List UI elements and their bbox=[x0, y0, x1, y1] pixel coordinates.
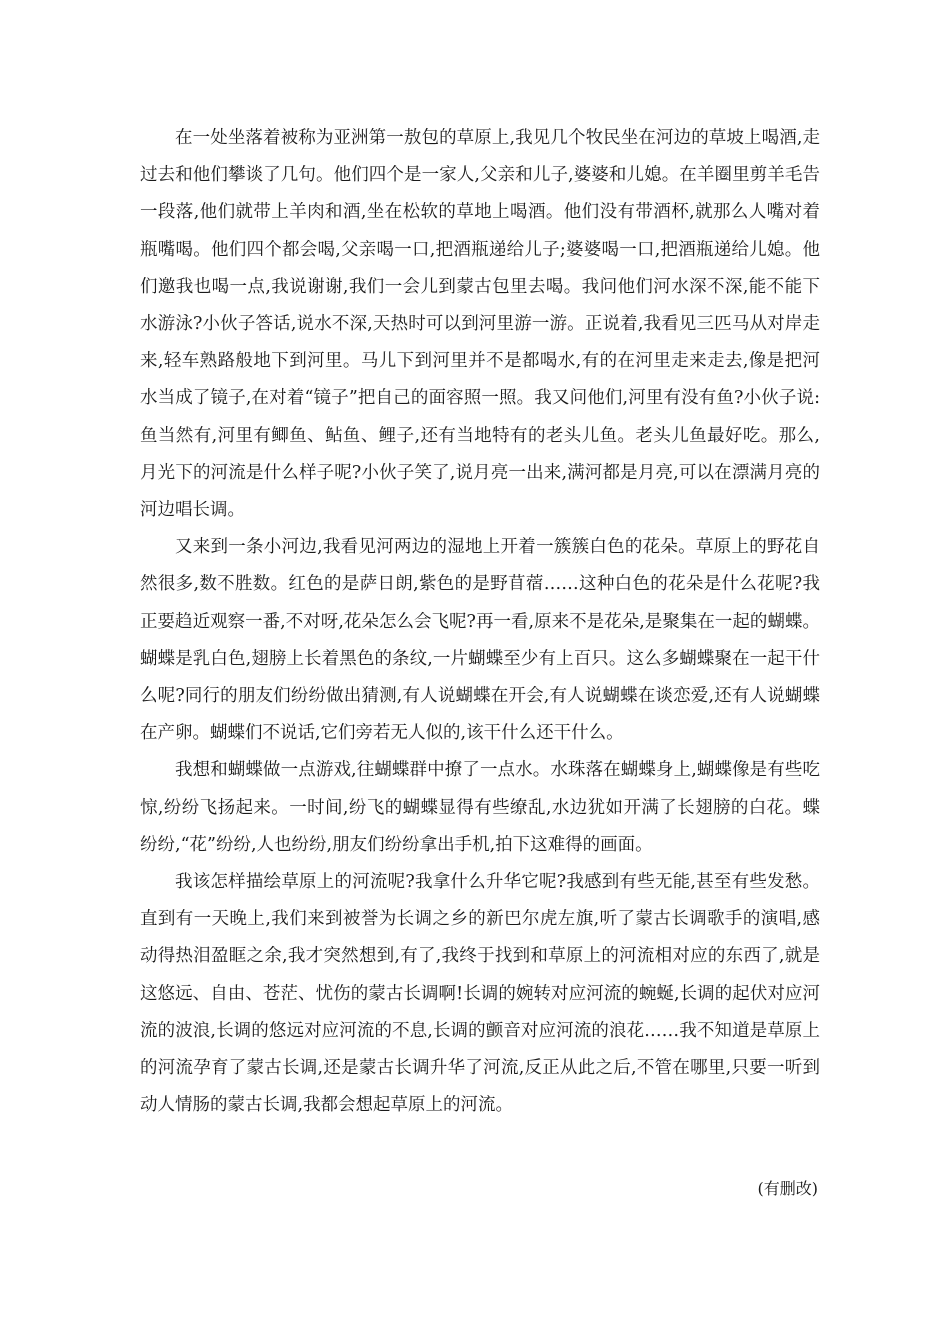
paragraph-4: 我该怎样描绘草原上的河流呢?我拿什么升华它呢?我感到有些无能,甚至有些发愁。直到有一天晚上,我们来到被誉为长调之乡的新巴尔虎左旗,听了蒙古长调歌手的演唱,感动得热泪盈眶之余,我才突然想到,有了,我终于找到和草原上的河流相对应的东西了,就是这悠远、自由、苍茫、忧伤的蒙古长调啊!长调的婉转对应河流的蜿蜒,长调的起伏对应河流的波浪,长调的悠远对应河流的不息,长调的颤音对应河流的浪花……我不知道是草原上的河流孕育了蒙古长调,还是蒙古长调升华了河流,反正从此之后,不管在哪里,只要一听到动人情肠的蒙古长调,我都会想起草原上的河流。 bbox=[140, 872, 820, 1116]
paragraph-1: 在一处坐落着被称为亚洲第一敖包的草原上,我见几个牧民坐在河边的草坡上喝酒,走过去和他们攀谈了几句。他们四个是一家人,父亲和儿子,婆婆和儿媳。在羊圈里剪羊毛告一段落,他们就带上羊肉和酒,坐在松软的草地上喝酒。他们没有带酒杯,就那么人嘴对着瓶嘴喝。他们四个都会喝,父亲喝一口,把酒瓶递给儿子;婆婆喝一口,把酒瓶递给儿媳。他们邀我也喝一点,我说谢谢,我们一会儿到蒙古包里去喝。我问他们河水深不深,能不能下水游泳?小伙子答话,说水不深,天热时可以到河里游一游。正说着,我看见三匹马从对岸走来,轻车熟路般地下到河里。马儿下到河里并不是都喝水,有的在河里走来走去,像是把河水当成了镜子,在对着“镜子”把自己的面容照一照。我又问他们,河里有没有鱼?小伙子说:鱼当然有,河里有鲫鱼、鲇鱼、鲤子,还有当地特有的老头儿鱼。老头儿鱼最好吃。那么,月光下的河流是什么样子呢?小伙子笑了,说月亮一出来,满河都是月亮,可以在漂满月亮的河边唱长调。 bbox=[140, 128, 820, 521]
article-body bbox=[140, 120, 820, 1124]
paragraph-3: 我想和蝴蝶做一点游戏,往蝴蝶群中撩了一点水。水珠落在蝴蝶身上,蝴蝶像是有些吃惊,纷纷飞扬起来。一时间,纷飞的蝴蝶显得有些缭乱,水边犹如开满了长翅膀的白花。蝶纷纷,“花”纷纷,人也纷纷,朋友们纷纷拿出手机,拍下这难得的画面。 bbox=[140, 760, 820, 855]
edit-note: (有删改) bbox=[757, 1179, 818, 1198]
paragraph-2: 又来到一条小河边,我看见河两边的湿地上开着一簇簇白色的花朵。草原上的野花自然很多,数不胜数。红色的是萨日朗,紫色的是野苜蓿……这种白色的花朵是什么花呢?我正要趋近观察一番,不对呀,花朵怎么会飞呢?再一看,原来不是花朵,是聚集在一起的蝴蝶。蝴蝶是乳白色,翅膀上长着黑色的条纹,一片蝴蝶至少有上百只。这么多蝴蝶聚在一起干什么呢?同行的朋友们纷纷做出猜测,有人说蝴蝶在开会,有人说蝴蝶在谈恋爱,还有人说蝴蝶在产卵。蝴蝶们不说话,它们旁若无人似的,该干什么还干什么。 bbox=[140, 537, 820, 744]
